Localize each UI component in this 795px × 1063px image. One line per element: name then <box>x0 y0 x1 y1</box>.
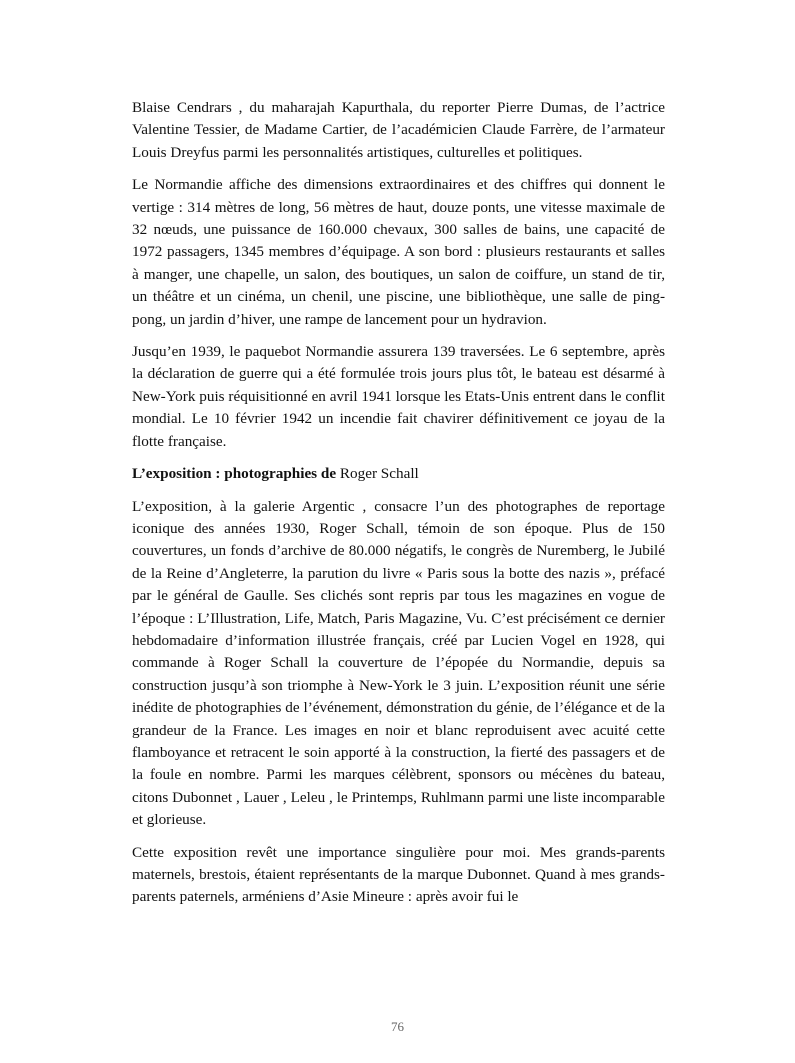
page-body <box>132 97 665 919</box>
section-heading-bold: L’exposition : photographies de <box>132 465 337 483</box>
paragraph-personalities: Blaise Cendrars , du maharajah Kapurthala, du reporter Pierre Dumas, de l’actrice Valentine Tessier, de Madame Cartier, de l’académicien Claude Farrère, de l’armateur Louis Dreyfus parmi les personnalités artistiques, culturelles et politiques. <box>132 99 665 161</box>
page-number: 76 <box>391 1019 404 1034</box>
section-heading <box>132 463 665 485</box>
section-heading-name: Roger Schall <box>339 465 419 483</box>
paragraph-personal: Cette exposition revêt une importance singulière pour moi. Mes grands-parents maternels, brestois, étaient représentants de la marque Dubonnet. Quand à mes grands-parents paternels, arméniens d’Asie Mineure : après avoir fui le <box>132 843 665 906</box>
paragraph-history: Jusqu’en 1939, le paquebot Normandie assurera 139 traversées. Le 6 septembre, après la déclaration de guerre qui a été formulée trois jours plus tôt, le bateau est désarmé à New-York puis réquisitionné en avril 1941 lorsque les Etats-Unis entrent dans le conflit mondial. Le 10 février 1942 un incendie fait chavirer définitivement ce joyau de la flotte française. <box>132 343 665 450</box>
paragraph-exhibition: L’exposition, à la galerie Argentic , consacre l’un des photographes de reportage iconique des années 1930, Roger Schall, témoin de son époque. Plus de 150 couvertures, un fonds d’archive de 80.000 négatifs, le congrès de Nuremberg, le Jubilé de la Reine d’Angleterre, la parution du livre « Paris sous la botte des nazis », préfacé par le général de Gaulle. Ses clichés sont repris par tous les magazines en vogue de l’époque : L’Illustration, Life, Match, Paris Magazine, Vu. C’est précisément ce dernier hebdomadaire d’information illustrée français, créé par Lucien Vogel en 1928, qui commande à Roger Schall la couverture de l’épopée du Normandie, depuis sa construction jusqu’à son triomphe à New-York le 3 juin. L’exposition réunit une série inédite de photographies de l’événement, démonstration du génie, de l’élégance et de la grandeur de la France. Les images en noir et blanc reproduisent avec acuité cette flamboyance et retracent le soin apporté à la construction, la fierté des passagers et de la foule en nombre. Parmi les marques célèbrent, sponsors ou mécènes du bateau, citons Dubonnet , Lauer , Leleu , le Printemps, Ruhlmann parmi une liste incomparable et glorieuse. <box>132 497 665 829</box>
paragraph-dimensions: Le Normandie affiche des dimensions extraordinaires et des chiffres qui donnent le vertige : 314 mètres de long, 56 mètres de haut, douze ponts, une vitesse maximale de 32 nœuds, une puissance de 160.000 chevaux, 300 salles de bains, une capacité de 1972 passagers, 1345 membres d’équipage. A son bord : plusieurs restaurants et salles à manger, une chapelle, un salon, des boutiques, un salon de coiffure, un stand de tir, un théâtre et un cinéma, un chenil, une piscine, une bibliothèque, une salle de ping-pong, un jardin d’hiver, une rampe de lancement pour un hydravion. <box>132 176 665 328</box>
